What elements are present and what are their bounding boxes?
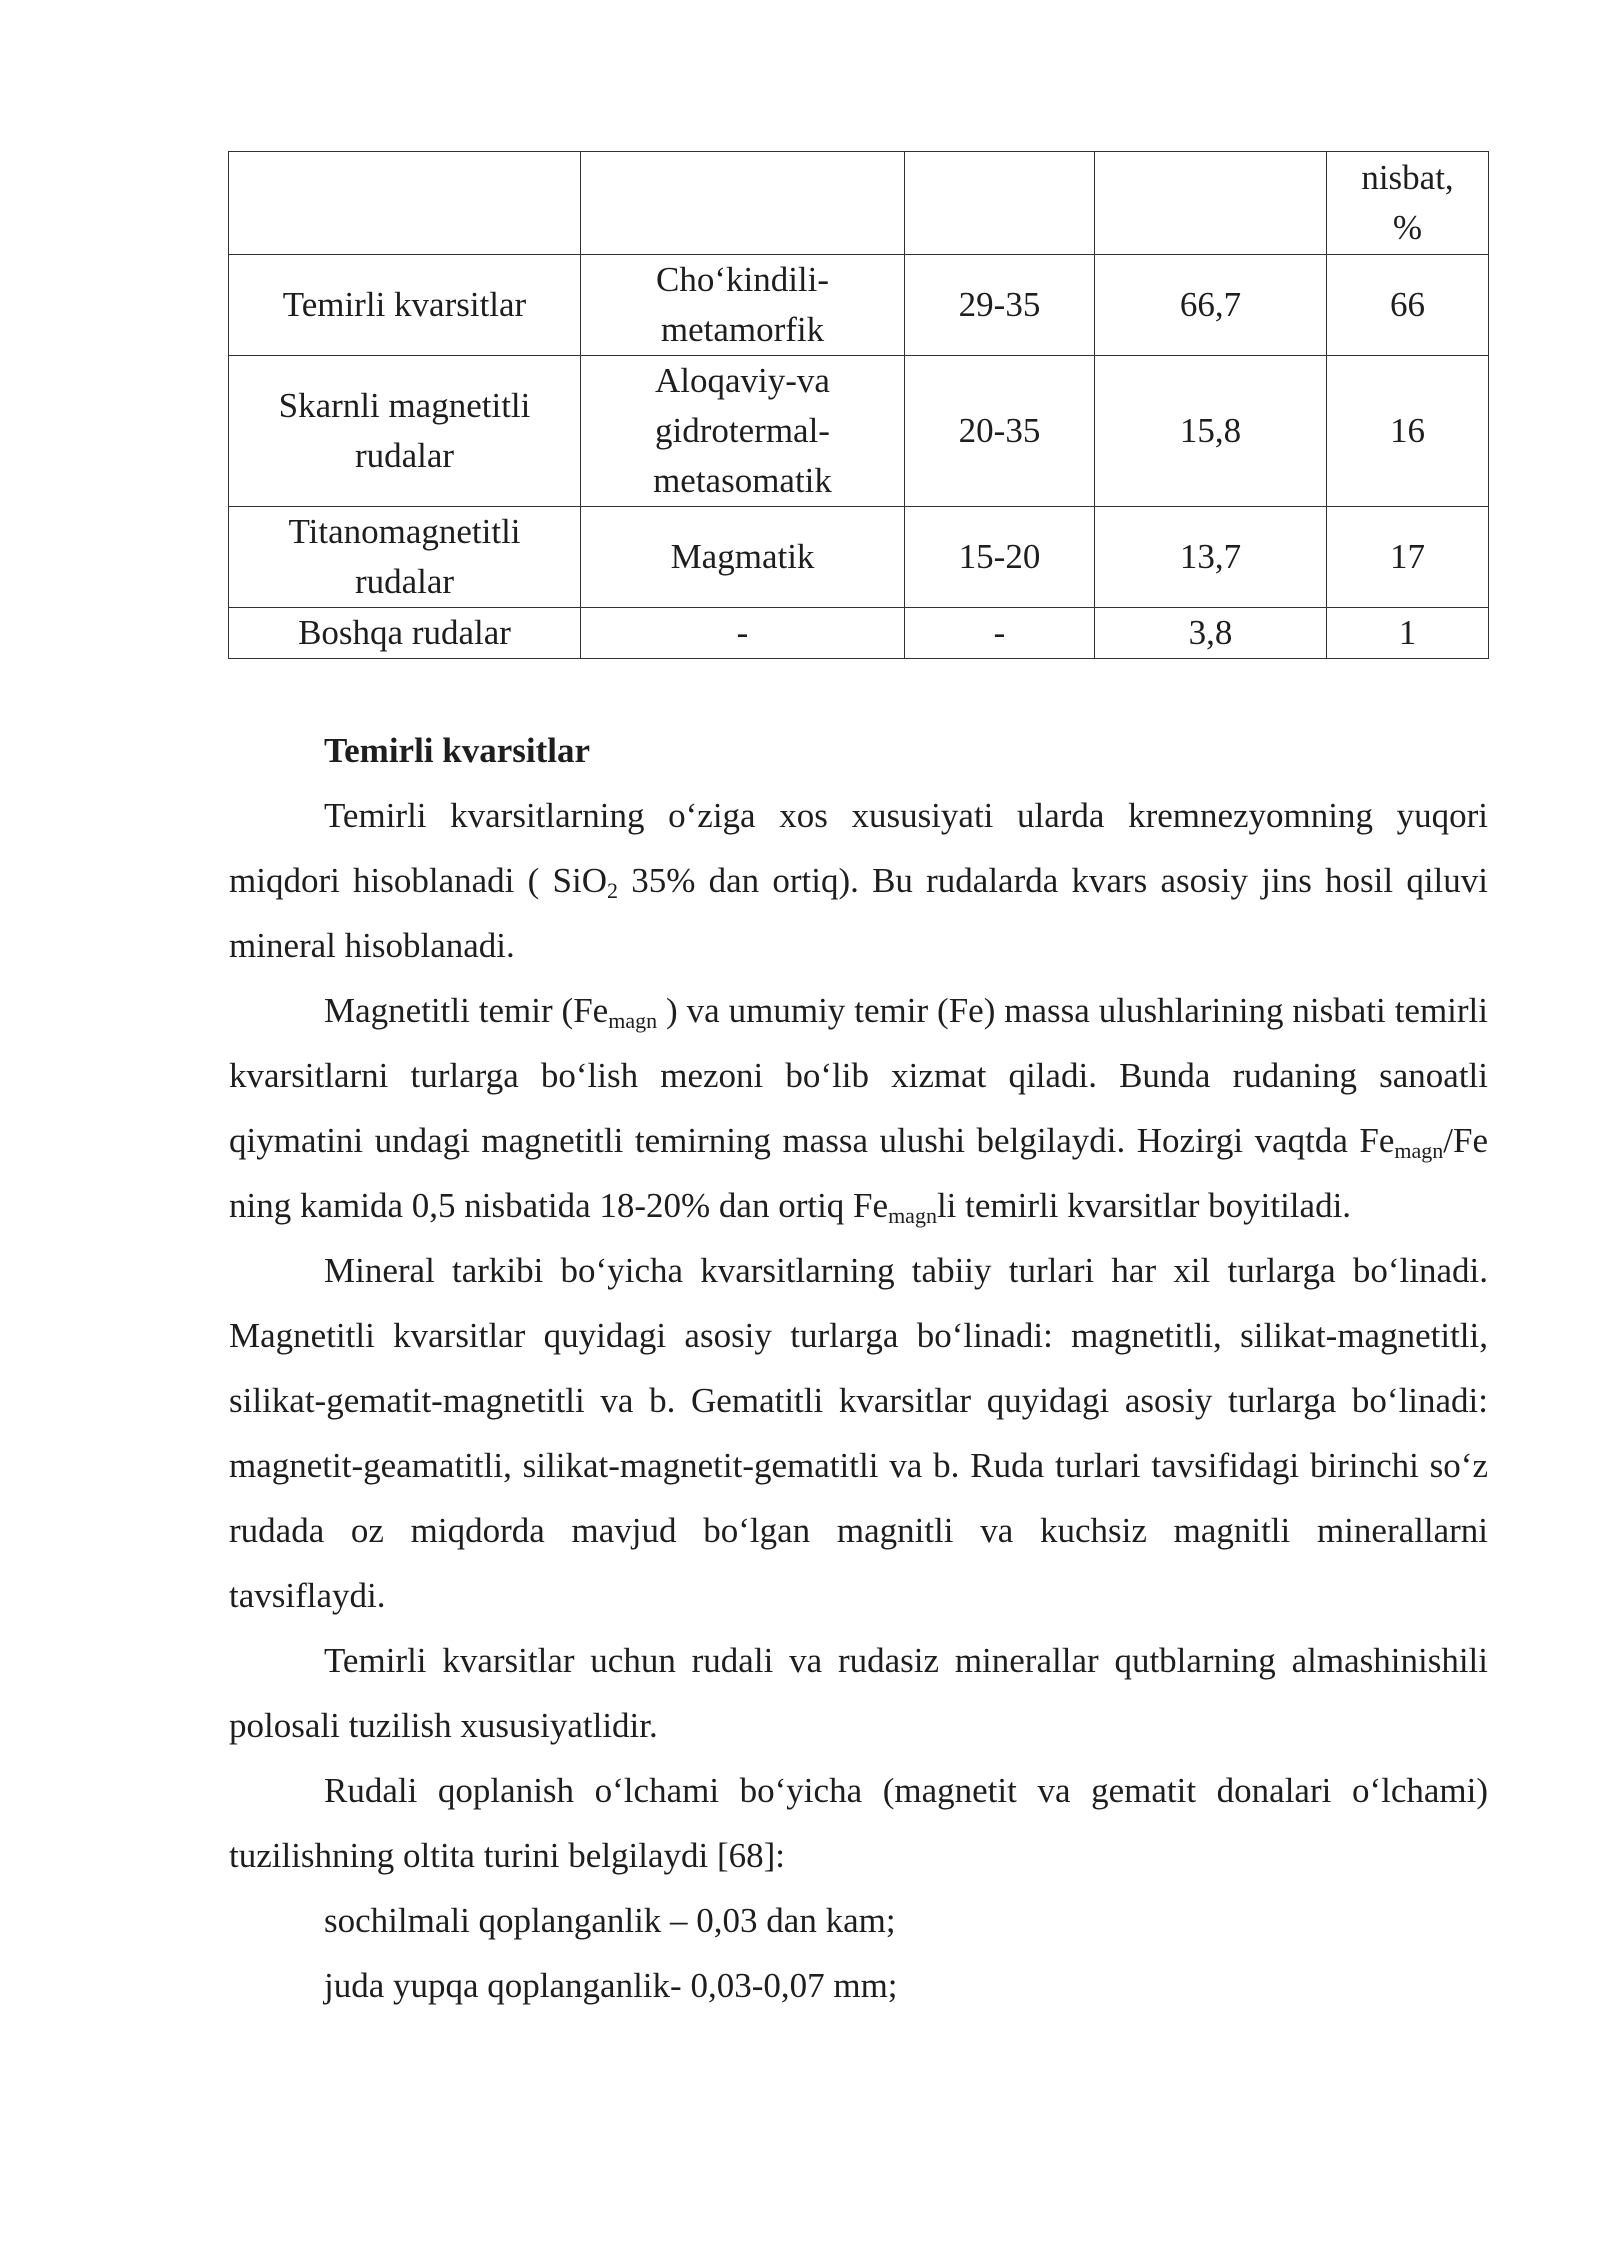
text-run: ) va umumiy temir (Fe) massa ulushlarining nisbati temirli kvarsitlarni turlarga bo‘lish mezoni bo‘lib xizmat qiladi. Bunda rudaning sanoatli qiymatini undagi magnetitli temirning massa ulushi belgilaydi. Hozirgi vaqtda Fe <box>229 991 1489 1160</box>
table-cell-ratio: 66 <box>1327 255 1489 356</box>
table-cell-value: 66,7 <box>1095 255 1327 356</box>
paragraph <box>229 978 1488 1238</box>
cell-line: gidrotermal- <box>655 411 830 450</box>
table-cell-genesis <box>581 255 905 356</box>
list-item: juda yupqa qoplanganlik- 0,03-0,07 mm; <box>324 1966 898 2005</box>
table-row <box>229 356 1489 507</box>
subscript: magn <box>1394 1138 1444 1163</box>
cell-line: metamorfik <box>660 310 825 349</box>
text-run: Temirli kvarsitlarning o‘ziga xos xususiyati ularda kremnezyomning yuqori miqdori hisoblanadi ( SiO <box>229 796 1488 900</box>
table-cell <box>581 152 905 255</box>
table-cell <box>905 152 1095 255</box>
cell-line: Magmatik <box>670 537 815 576</box>
section-heading: Temirli kvarsitlar <box>324 731 591 770</box>
cell-line: Skarnli magnetitli <box>278 386 531 425</box>
table-cell-value: 3,8 <box>1095 608 1327 659</box>
table-header-row <box>229 152 1489 255</box>
text-run: 35% dan ortiq). Bu rudalarda kvars asosiy jins hosil qiluvi mineral hisoblanadi. <box>229 861 1488 965</box>
table-cell-range: 20-35 <box>905 356 1095 507</box>
header-line: % <box>1392 208 1423 247</box>
table-cell-value: 15,8 <box>1095 356 1327 507</box>
text-run: li temirli kvarsitlar boyitiladi. <box>936 1186 1352 1225</box>
table-cell-value: 13,7 <box>1095 507 1327 608</box>
table-cell <box>229 152 581 255</box>
table-cell-ratio: 1 <box>1327 608 1489 659</box>
cell-line: metasomatik <box>653 461 832 500</box>
subscript: magn <box>608 1008 658 1033</box>
cell-line: rudalar <box>354 436 455 475</box>
cell-line: Titanomagnetitli <box>288 512 521 551</box>
cell-line: Temirli kvarsitlar <box>282 285 527 324</box>
table-cell-name <box>229 608 581 659</box>
table-row <box>229 255 1489 356</box>
table-cell-name <box>229 255 581 356</box>
list-item: sochilmali qoplanganlik – 0,03 dan kam; <box>324 1901 896 1940</box>
paragraph: Rudali qoplanish o‘lchami bo‘yicha (magnetit va gematit donalari o‘lchami) tuzilishning oltita turini belgilaydi [68]: <box>229 1771 1488 1875</box>
paragraph: Temirli kvarsitlar uchun rudali va rudasiz minerallar qutblarning almashinishili polosali tuzilish xususiyatlidir. <box>229 1641 1488 1745</box>
text-run: /Fe ning kamida 0,5 nisbatida 18-20% dan ortiq Fe <box>229 1121 1488 1225</box>
table-cell-genesis <box>581 608 905 659</box>
table-row <box>229 608 1489 659</box>
table-cell-range: 29-35 <box>905 255 1095 356</box>
subscript: magn <box>888 1203 937 1228</box>
table-row <box>229 507 1489 608</box>
cell-line: Aloqaviy-va <box>655 361 830 400</box>
table-cell-genesis <box>581 356 905 507</box>
table-cell-ratio: 16 <box>1327 356 1489 507</box>
paragraph: Mineral tarkibi bo‘yicha kvarsitlarning tabiiy turlari har xil turlarga bo‘linadi. Magnetitli kvarsitlar quyidagi asosiy turlarga bo‘linadi: magnetitli, silikat-magnetitli, silikat-gematit-magnetitli va b. Gematitli kvarsitlar quyidagi asosiy turlarga bo‘linadi: magnetit-geamatitli, silikat-magnetit-gematitli va b. Ruda turlari tavsifidagi birinchi so‘z rudada oz miqdorda mavjud bo‘lgan magnitli va kuchsiz magnitli minerallarni tavsiflaydi. <box>229 1251 1488 1615</box>
table-cell-name <box>229 356 581 507</box>
cell-line: rudalar <box>354 562 455 601</box>
table-cell-range: 15-20 <box>905 507 1095 608</box>
cell-line: Boshqa rudalar <box>298 613 511 652</box>
table-cell-ratio: 17 <box>1327 507 1489 608</box>
text-run: Magnetitli temir (Fe <box>324 991 609 1030</box>
paragraph <box>229 783 1488 978</box>
table-cell-genesis <box>581 507 905 608</box>
body-text <box>229 718 1488 2018</box>
cell-line: Cho‘kindili- <box>655 260 830 299</box>
table-cell-range: - <box>905 608 1095 659</box>
subscript: 2 <box>606 878 618 903</box>
table-header-cell-ratio <box>1327 152 1489 255</box>
table-cell-name <box>229 507 581 608</box>
cell-line: - <box>736 613 749 652</box>
ore-types-table <box>228 151 1489 659</box>
table-cell <box>1095 152 1327 255</box>
header-line: nisbat, <box>1361 158 1454 197</box>
